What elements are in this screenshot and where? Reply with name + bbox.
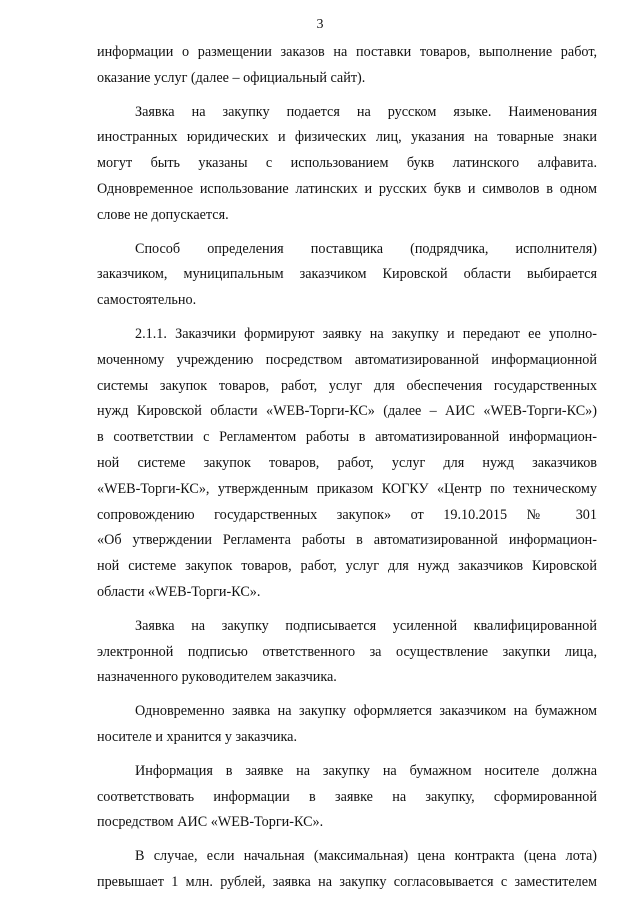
paragraph-supplier-method (97, 237, 597, 314)
paragraph-paper-copy (97, 699, 597, 751)
paragraph-price-threshold (97, 844, 597, 896)
text-line: посредством АИС «WEB-Торги-КС». (97, 814, 324, 831)
text-line: системы закупок товаров, работ, услуг для обеспечения государственных (97, 377, 597, 394)
text-line: области «WEB-Торги-КС». (97, 583, 261, 600)
text-line: могут быть указаны с использованием букв латинского алфавита. (97, 155, 597, 172)
text-line: назначенного руководителем заказчика. (97, 669, 337, 686)
text-line: «Об утверждении Регламента работы в автоматизированной информацион- (97, 532, 597, 549)
text-line: Одновременно заявка на закупку оформляется заказчиком на бумажном (135, 703, 597, 720)
page-number: 3 (316, 17, 324, 32)
text-line: В случае, если начальная (максимальная) цена контракта (цена лота) (135, 848, 597, 865)
paragraph-2-1-1 (97, 322, 597, 606)
text-line: сопровождению государственных закупок» от 19.10.2015 № 301 (97, 506, 597, 523)
text-line: носителе и хранится у заказчика. (97, 728, 297, 745)
text-line: превышает 1 млн. рублей, заявка на закупку согласовывается с заместителем (97, 873, 597, 890)
text-line: Способ определения поставщика (подрядчика, исполнителя) (135, 240, 597, 257)
text-line: 2.1.1. Заказчики формируют заявку на закупку и передают ее уполно- (135, 325, 597, 342)
text-line: в соответствии с Регламентом работы в автоматизированной информацион- (97, 429, 597, 446)
text-line: оказание услуг (далее – официальный сайт). (97, 69, 366, 86)
text-line: информации о размещении заказов на поставки товаров, выполнение работ, (97, 44, 597, 60)
text-line: ной системе закупок товаров, работ, услуг для нужд заказчиков (97, 454, 597, 471)
text-line: Заявка на закупку подписывается усиленной квалифицированной (135, 617, 597, 634)
paragraph-information-match (97, 759, 597, 836)
text-line: самостоятельно. (97, 292, 197, 309)
text-line: ной системе закупок товаров, работ, услуг для нужд заказчиков Кировской (97, 558, 597, 575)
paragraph-signature (97, 614, 597, 691)
paragraph-official-site (97, 40, 597, 92)
text-line: соответствовать информации в заявке на закупку, сформированной (97, 788, 597, 805)
paragraph-language (97, 100, 597, 229)
text-line: «WEB-Торги-КС», утвержденным приказом КОГКУ «Центр по техническому (97, 480, 597, 497)
text-line: слове не допускается. (97, 206, 229, 223)
text-line: Заявка на закупку подается на русском языке. Наименования (135, 103, 597, 120)
text-line: иностранных юридических и физических лиц, указания на товарные знаки (97, 129, 597, 146)
text-line: заказчиком, муниципальным заказчиком Кировской области выбирается (97, 266, 597, 283)
text-line: электронной подписью ответственного за осуществление закупки лица, (97, 643, 597, 660)
text-line: Информация в заявке на закупку на бумажном носителе должна (135, 762, 597, 779)
text-line: моченному учреждению посредством автоматизированной информационной (97, 351, 597, 368)
text-line: нужд Кировской области «WEB-Торги-КС» (далее – АИС «WEB-Торги-КС») (97, 403, 597, 420)
document-body (97, 40, 597, 904)
text-line: Одновременное использование латинских и русских букв и символов в одном (97, 180, 597, 197)
